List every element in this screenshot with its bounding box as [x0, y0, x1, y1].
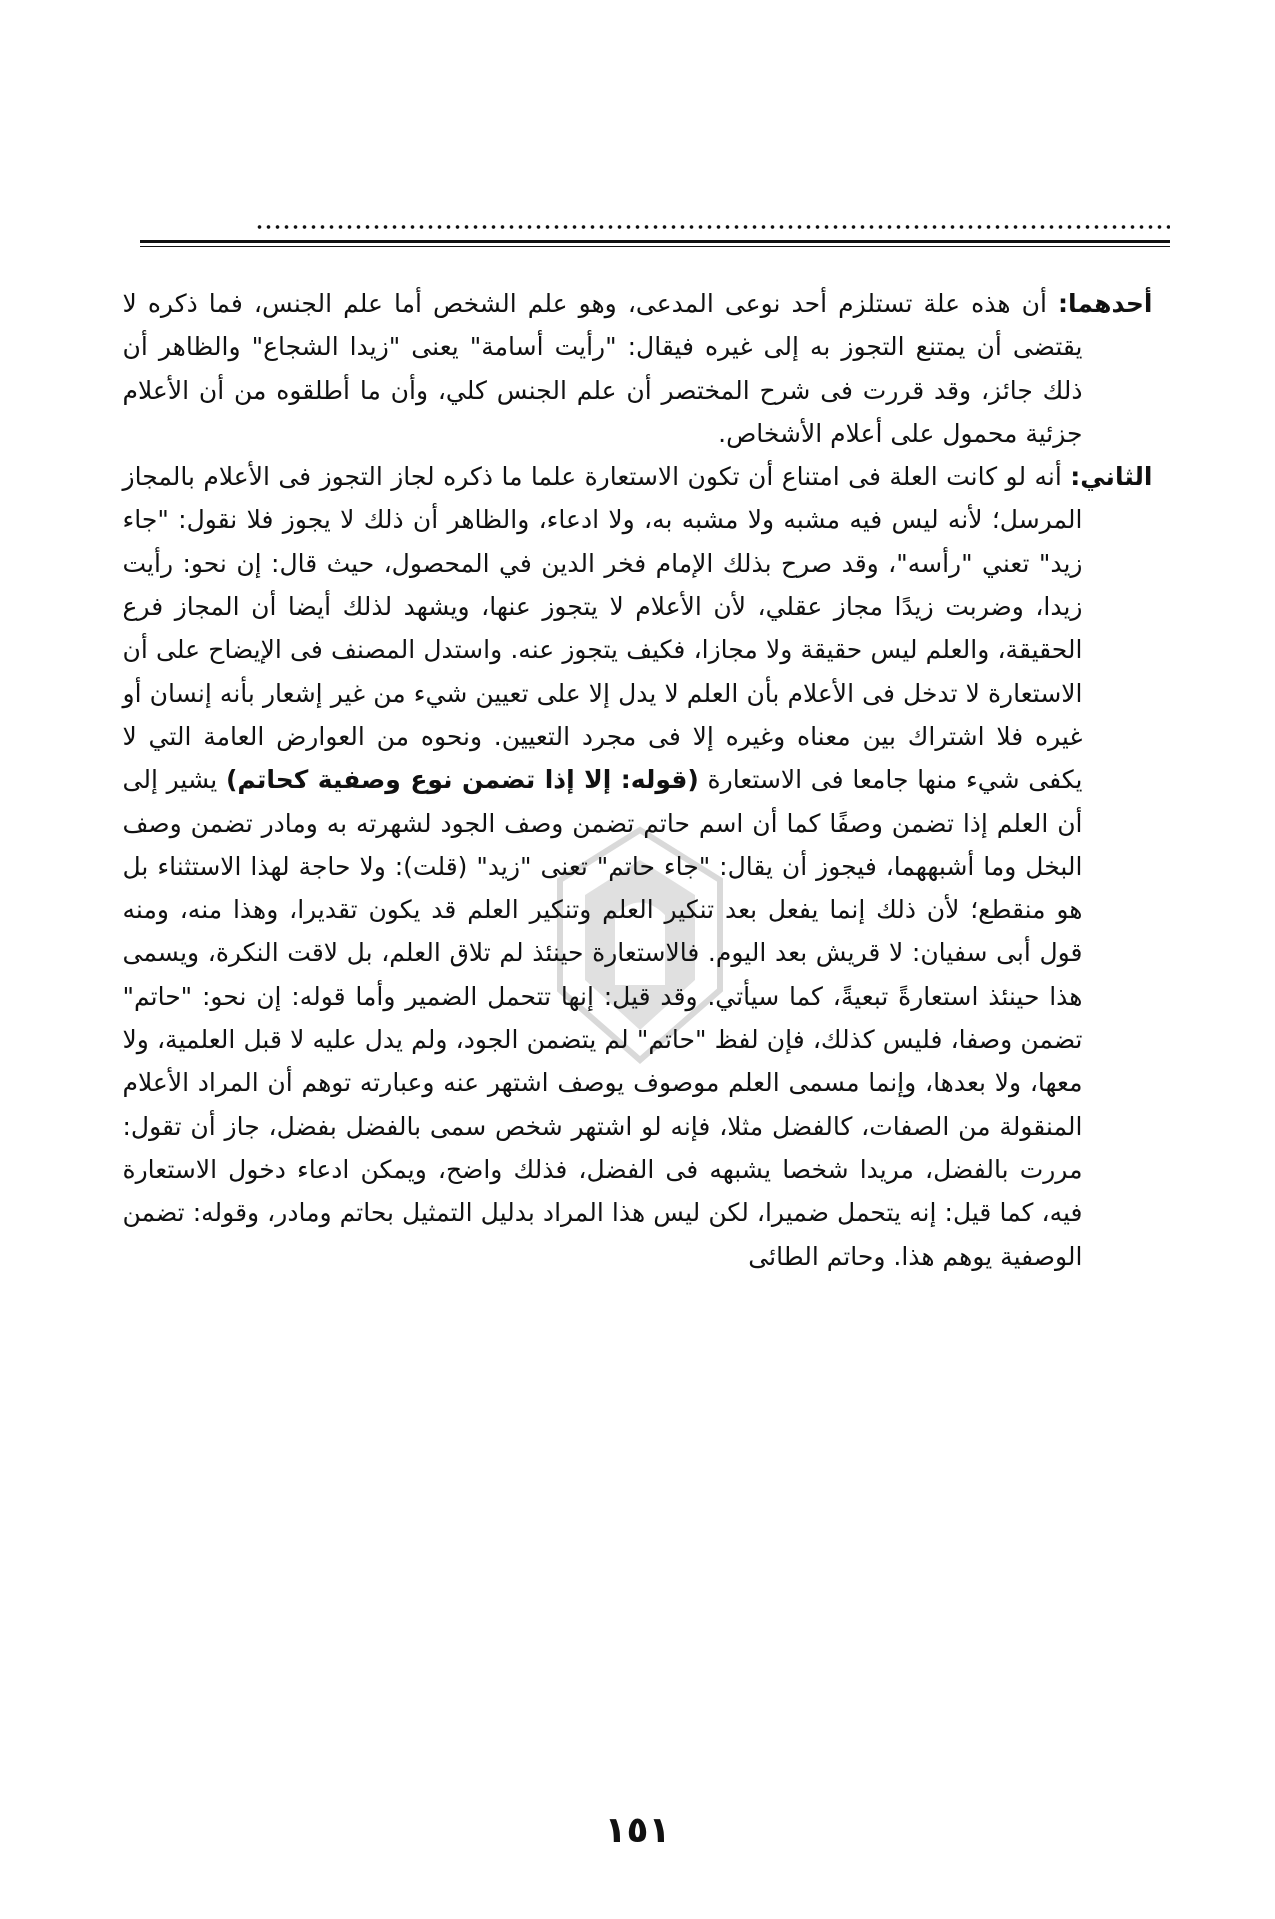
header-rule-thin	[140, 246, 1170, 247]
commentary-quote: (قوله: إلا إذا تضمن نوع وصفية كحاتم)	[225, 765, 699, 795]
paragraph-text: أن هذه علة تستلزم أحد نوعى المدعى، وهو علم الشخص أما علم الجنس، فما ذكره لا يقتضى أن يمتنع التجوز به إلى غيره فيقال: "رأيت أسامة" يعنى "زيدا الشجاع" والظاهر أن ذلك جائز، وقد قررت فى شرح المختصر أن علم الجنس كلي، وأن ما أطلقوه من أن الأعلام جزئية محمول على أعلام الأشخاص.	[122, 289, 1083, 448]
paragraph-lead: الثاني:	[1070, 462, 1153, 492]
page-number: ١٥١	[604, 1810, 671, 1851]
paragraph-second	[123, 455, 1153, 1278]
body-text	[123, 282, 1153, 1278]
paragraph-first	[123, 282, 1153, 455]
header-dotted-rule	[255, 224, 1170, 230]
paragraph-lead: أحدهما:	[1057, 289, 1153, 318]
header-rule	[140, 240, 1170, 243]
paragraph-text-continued: يشير إلى أن العلم إذا تضمن وصفًا كما أن اسم حاتم تضمن وصف الجود لشهرته به ومادر تضمن وصف البخل وما أشبههما، فيجوز أن يقال: "جاء حاتم" تعنى "زيد" (قلت): ولا حاجة لهذا الاستثناء بل هو منقطع؛ لأن ذلك إنما يفعل بعد تنكير العلم وتنكير العلم قد يكون تقديرا، وهذا منه، ومنه قول أبى سفيان: لا قريش بعد اليوم. فالاستعارة حينئذ لم تلاق العلم، بل لاقت النكرة، ويسمى هذا حينئذ استعارةً تبعيةً، كما سيأتي. وقد قيل: إنها تتحمل الضمير وأما قوله: إن نحو: "حاتم" تضمن وصفا، فليس كذلك، فإن لفظ "حاتم" لم يتضمن الجود، ولم يدل عليه لا قبل العلمية، ولا معها، ولا بعدها، وإنما مسمى العلم موصوف يوصف اشتهر عنه وعبارته توهم أن المراد الأعلام المنقولة من الصفات، كالفضل مثلا، فإنه لو اشتهر شخص سمى بالفضل بفضل، جاز أن تقول: مررت بالفضل، مريدا شخصا يشبهه فى الفضل، فذلك واضح، ويمكن ادعاء دخول الاستعارة فيه، كما قيل: إنه يتحمل ضميرا، لكن ليس هذا المراد بدليل التمثيل بحاتم ومادر، وقوله: تضمن الوصفية يوهم هذا. وحاتم الطائى	[122, 765, 1083, 1271]
paragraph-text: أنه لو كانت العلة فى امتناع أن تكون الاستعارة علما ما ذكره لجاز التجوز فى الأعلام بالمجاز المرسل؛ لأنه ليس فيه مشبه ولا مشبه به، ولا ادعاء، والظاهر أن ذلك لا يجوز فلا نقول: "جاء زيد" تعني "رأسه"، وقد صرح بذلك الإمام فخر الدين في المحصول، حيث قال: إن نحو: رأيت زيدا، وضربت زيدًا مجاز عقلي، لأن الأعلام لا يتجوز عنها، ويشهد لذلك أيضا أن المجاز فرع الحقيقة، والعلم ليس حقيقة ولا مجازا، فكيف يتجوز عنه. واستدل المصنف فى الإيضاح على أن الاستعارة لا تدخل فى الأعلام بأن العلم لا يدل إلا على تعيين شيء من غير إشعار بأنه إنسان أو غيره فلا اشتراك بين معناه وغيره إلا فى مجرد التعيين. ونحوه من العوارض العامة التي لا يكفى شيء منها جامعا فى الاستعارة	[122, 462, 1083, 795]
